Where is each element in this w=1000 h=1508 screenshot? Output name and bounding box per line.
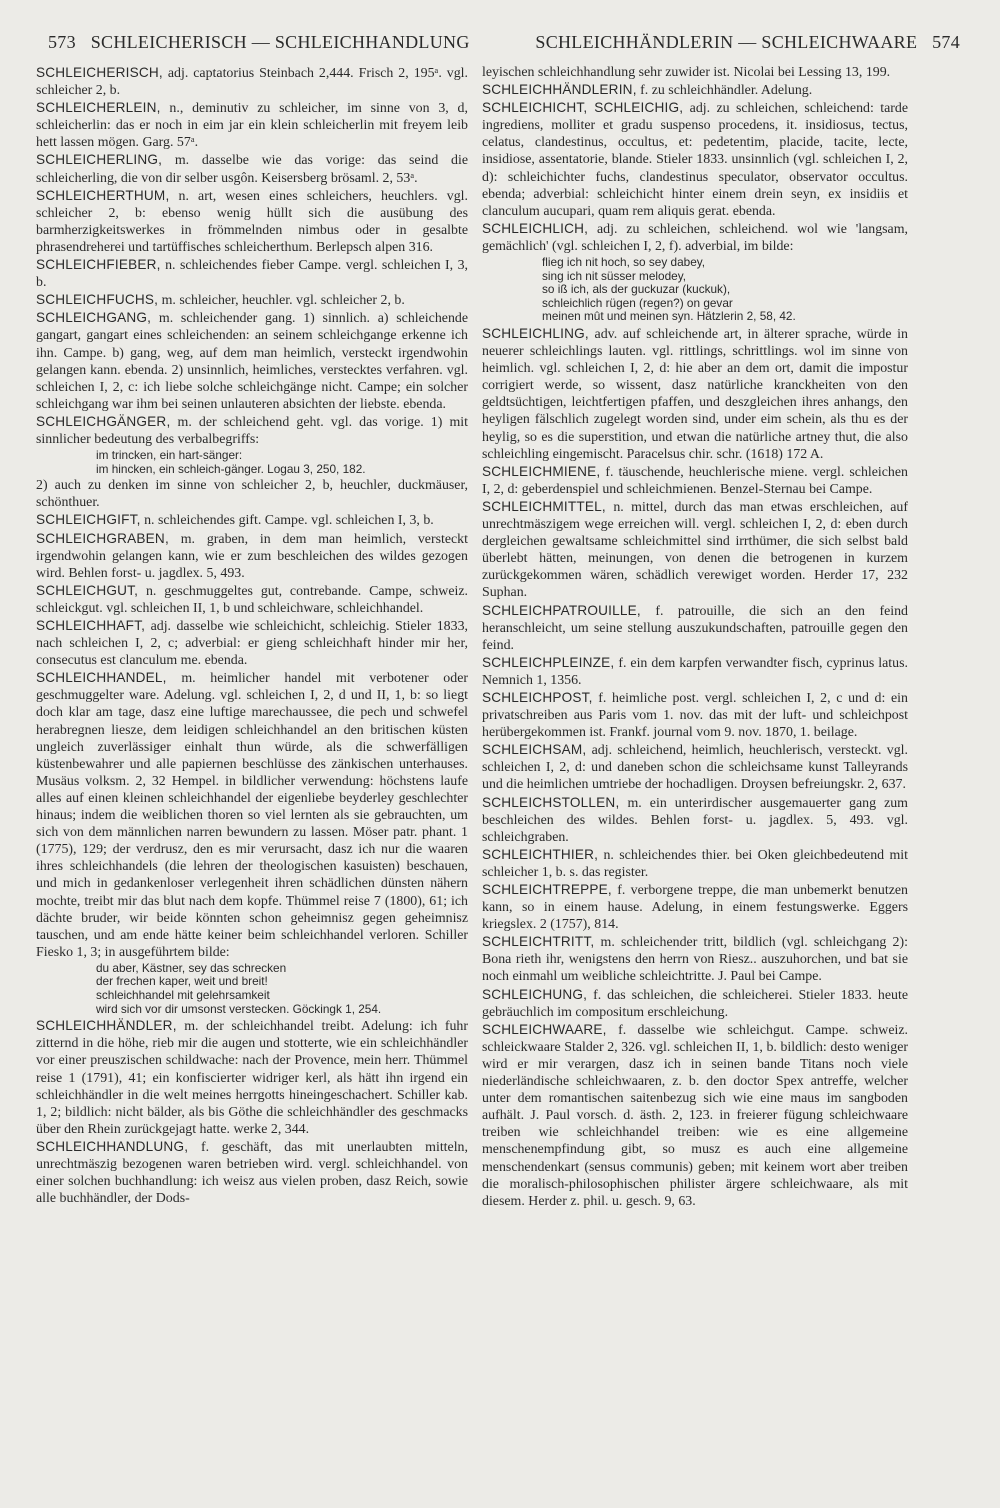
right-page-number: 574 (932, 32, 960, 52)
entry-headword: SCHLEICHUNG, (482, 986, 588, 1002)
dictionary-entry (482, 933, 908, 985)
verse-line: wird sich vor dir umsonst verstecken. Göckingk 1, 254. (96, 1001, 382, 1016)
verse-quotation (96, 962, 468, 1016)
entry-headword: SCHLEICHFUCHS, (36, 292, 159, 308)
verse-line: flieg ich nit hoch, so sey dabey, (542, 255, 706, 270)
verse-line: so iß ich, als der guckuzar (kuckuk), (542, 282, 731, 297)
entry-headword: SCHLEICHTRITT, (482, 934, 595, 950)
entry-headword: SCHLEICHHANDLUNG, (36, 1138, 189, 1154)
dictionary-entry (482, 794, 908, 846)
verse-line: der frechen kaper, weit und breit! (96, 974, 268, 989)
entry-headword: SCHLEICHPATROUILLE, (482, 602, 641, 618)
entry-text: f. patrouille, die sich an den feind heranschleicht, um seine stellung auszukundschaften, patrouille gegen den feind. (482, 603, 908, 653)
entry-headword: SCHLEICHGANG, (36, 310, 152, 326)
entry-headword: SCHLEICHTREPPE, (482, 882, 612, 897)
dictionary-entry (36, 530, 468, 582)
entry-text: m. der schleichend geht. vgl. das vorige. 1) mit sinnlicher bedeutung des verbalbegriffs: (36, 414, 468, 447)
entry-headword: SCHLEICHERLING, (36, 152, 163, 168)
entry-text: m. der schleichhandel treibt. Adelung: ich fuhr zitternd in die höhe, rieb mir die augen und stotterte, wie ein schleichhändler vor einer preuszischen schildwache: nach der Provence, mein herr. Thümmel reise 1 (1791), 41; ein konfiscierter widriger kerl, als hätt ihn irgend ein schleichhändler in die welt meines herrgotts hineingeschachert. Schiller kab. 1, 2; bildlich: nicht bälder, als bis Göthe die schleichhändler des geschmacks über den Rhein zurückgejagt hatte. werke 2, 344. (36, 1019, 468, 1137)
dictionary-entry (36, 309, 468, 413)
dictionary-entry (482, 220, 908, 255)
dictionary-entry (482, 654, 908, 689)
entry-text: m. heimlicher handel mit verbotener oder geschmuggelter ware. Adelung. vgl. schleichen I, 2, d und II, 1, b: so liegt doch klar am tage, dasz eine luftige marechaussee, die pech und schwefel herabregnen liesze, dem leidigen schleichhandel an den britischen küsten ungleich zuverlässiger einhalt thun würde, als die schwerfälligen küstenbewahrer und alle papiernen beschlüsse des zänkischen unterhauses. Musäus volksm. 2, 32 Hempel. in bildlicher verwendung: höchstens laufe alles auf einen kleinen schleichhandel der eigenliebe beyderley geschlechter hinaus; indem die weiblichen thoren so viel lernten als sie gebrauchten, um sich von dem männlichen narren bewundern zu lassen. Möser patr. phant. 1 (1775), 129; der verdrusz, den es mir verursacht, dasz ich nur die waaren ihres schleichhandels (die lehren der theologischen kasuisten) beschauen, und mich in gedankenloser verlegenheit ihren schädlichen dünsten nähern mochte, treibt mir das blut nach dem kopfe. Thümmel reise 7 (1800), 61; ich dächte bruder, wir beide könnten schon geheimnisz gegen geheimnisz tauschen, und am ende hätte keiner beim schleichhandel verloren. Schiller Fiesko 1, 3; in ausgeführtem bilde: (36, 671, 468, 960)
dictionary-entry (482, 463, 908, 498)
entry-text: m. graben, in dem man heimlich, versteckt irgendwohin gelangen kann, wie er zum beschleichen des wildes gezogen wird. Behlen forst- u. jagdlex. 5, 493. (36, 531, 468, 581)
verse-line: du aber, Kästner, sey das schrecken (96, 960, 287, 975)
dictionary-entry (482, 498, 908, 602)
entry-text: f. verborgene treppe, die man unbemerkt benutzen kann, so in einem hause. Adelung, in einem festungswerke. Eggers kriegslex. 2 (1757), 814. (482, 883, 908, 933)
verse-quotation (542, 256, 908, 324)
dictionary-entry (482, 881, 908, 933)
entry-headword: SCHLEICHLICH, (482, 220, 589, 236)
entry-headword: SCHLEICHHÄNDLER, (36, 1018, 177, 1034)
dictionary-entry (36, 187, 468, 256)
dictionary-entry (36, 1138, 468, 1207)
entry-text: f. heimliche post. vergl. schleichen I, 2, c und d: ein privatschreiben aus Paris vom 1. nov. das mit der luft- und schleichpost herübergekommen ist. Frankf. journal vom 9. nov. 1870, 1. beilage. (482, 690, 908, 741)
entry-headword: SCHLEICHERLEIN, (36, 100, 161, 116)
entry-headword: SCHLEICHHÄNDLERIN, (482, 82, 637, 98)
dictionary-entry (36, 511, 468, 529)
header-right (535, 32, 970, 53)
dictionary-entry (482, 986, 908, 1021)
dictionary-entry (482, 99, 908, 220)
entry-headword: SCHLEICHERISCH, (36, 65, 163, 80)
entry-headword: SCHLEICHGUT, (36, 582, 139, 598)
entry-headword: SCHLEICHLING, (482, 326, 589, 341)
entry-text: adj. captatorius Steinbach 2,444. Frisch 2, 195ᵃ. vgl. schleicher 2, b. (36, 66, 468, 99)
entry-headword: SCHLEICHMIENE, (482, 463, 601, 479)
left-column (36, 64, 468, 1207)
right-column (482, 64, 908, 1210)
entry-text: f. zu schleichhändler. Adelung. (640, 83, 813, 99)
entry-text: n. mittel, durch das man etwas erschleichen, auf unrechtmäszigem wege erreichen will. vergl. schleichen I, 2, d: eben durch dergleichen gewaltsame schleichmittel sind irrthümer, die sich selbst bald überlebt hätten, meinungen, von denen die betrogenen in kurzem zurückgekommen wären, schädlich verewiget worden. Herder 17, 232 Suphan. (482, 499, 908, 601)
entry-headword: SCHLEICHICHT, SCHLEICHIG, (482, 100, 684, 116)
entry-text: adj. schleichend, heimlich, heuchlerisch, versteckt. vgl. schleichen I, 2, d: und daneben schon die schleichsame kunst Talleyrands und die heimlichen umtriebe der hochadligen. Droysen befreiungskr. 2, 637. (482, 743, 908, 793)
entry-headword: SCHLEICHSAM, (482, 742, 587, 758)
dictionary-entry (36, 64, 468, 99)
dictionary-entry (36, 1017, 468, 1138)
entry-text: adj. zu schleichen, schleichend: tarde ingrediens, molliter et gradu suspenso procedens, it. insidiosus, tectus, celatus, clandestinus, occultus, et: pedetentim, placide, tacite, lecte, insidiose, assentatorie, blande. Stieler 1833. unsinnlich (vgl. schleichen I, 2, d): schleichichter fuchs, clandestinus speculator, observator occultus. ebenda; adverbial: schleichicht hinter einem drein seyn, ex insidiis et clanculum aucupari, quam rem aliquis gerat. ebenda. (482, 101, 908, 219)
dictionary-entry (482, 689, 908, 741)
dictionary-entry (36, 99, 468, 151)
entry-text: f. das schleichen, die schleicherei. Stieler 1833. heute gebräuchlich im compositum erschleichung. (482, 987, 908, 1020)
entry-headword: SCHLEICHPOST, (482, 689, 593, 705)
dictionary-entry (36, 669, 468, 961)
dictionary-entry (482, 602, 908, 654)
entry-headword: SCHLEICHGIFT, (36, 512, 141, 528)
verse-line: im trincken, ein hart-sänger: (96, 448, 243, 463)
verse-quotation (96, 449, 468, 476)
entry-text: n. schleichendes thier. bei Oken gleichbedeutend mit schleicher 1, b. s. das register. (482, 847, 908, 880)
entry-text: n. schleichendes gift. Campe. vgl. schleichen I, 3, b. (144, 513, 434, 529)
entry-headword: SCHLEICHERTHUM, (36, 187, 170, 203)
dictionary-entry (36, 617, 468, 669)
entry-text: n. schleichendes fieber Campe. vergl. schleichen I, 3, b. (36, 258, 468, 291)
entry-text: n., deminutiv zu schleicher, im sinne von 3, d, schleicherlin: das er noch in eim jar ein klein schleicherlin mit freyem leib hett lassen mögen. Garg. 57ᵃ. (36, 101, 468, 151)
entry-headword: SCHLEICHTHIER, (482, 846, 599, 862)
entry-headword: SCHLEICHGÄNGER, (36, 413, 171, 429)
entry-text: leyischen schleichhandlung sehr zuwider ist. Nicolai bei Lessing 13, 199. (482, 65, 891, 80)
right-running-title: SCHLEICHHÄNDLERIN — SCHLEICHWAARE (535, 32, 918, 52)
dictionary-entry (482, 64, 908, 81)
entry-text: m. schleicher, heuchler. vgl. schleicher 2, b. (161, 293, 405, 309)
verse-line: meinen mût und meinen syn. Hätzlerin 2, 58, 42. (542, 309, 796, 324)
entry-continuation: 2) auch zu denken im sinne von schleicher 2, b, heuchler, duckmäuser, schönthuer. (36, 478, 468, 511)
entry-text: f. dasselbe wie schleichgut. Campe. schweiz. schleickwaare Stalder 2, 326. vgl. schleichen II, 1, b. bildlich: desto weniger wird er mir verargen, dasz ich in seinen bande Titans noch viele niederländische schleichwaaren, z. b. den doctor Spex antreffe, welcher unter dem romantischen saitenbezug sich wie eine maus im sangboden aufhält. J. Paul vorsch. d. ästh. 2, 123. in freierer fügung schleichwaare treiben wie schleichhandel treiben: wie es eine allgemeine menschenempfindung gibt, so musz es auch eine allgemeine menschendenkart (sensus communis) geben; mit keinem wort aber treiben die moralisch-philosophischen philister ärgere schleichwaare, als mit diesem. Herder z. phil. u. gesch. 9, 63. (482, 1022, 908, 1209)
entry-headword: SCHLEICHFIEBER, (36, 257, 161, 273)
entry-text: adj. dasselbe wie schleichicht, schleichig. Stieler 1833, nach schleichen I, 2, c; adverbial: er gieng schleichhaft hinder mir her, consecutus est clanculum me. ebenda. (36, 619, 468, 669)
dictionary-entry (36, 582, 468, 617)
dictionary-entry (36, 291, 468, 309)
dictionary-entry (36, 151, 468, 186)
entry-text: m. schleichender tritt, bildlich (vgl. schleichgang 2): Bona rieth ihr, wenigstens den herrn von Riesz.. auszuhorchen, und bat sie noch einmahl um weibliche schleichtritte. J. Paul bei Campe. (482, 935, 908, 985)
dictionary-entry (482, 325, 908, 463)
dictionary-entry (482, 846, 908, 881)
entry-headword: SCHLEICHMITTEL, (482, 498, 606, 514)
entry-headword: SCHLEICHHANDEL, (36, 670, 167, 686)
left-page-number: 573 (48, 32, 76, 52)
dictionary-entry (36, 256, 468, 291)
entry-text: f. geschäft, das mit unerlaubten mitteln, unrechtmäszig bezogenen waren betrieben wird. vergl. schleichhandel. von einer solchen buchhandlung: ich weisz aus vielen proben, dasz Reich, sowie alle buchhändler, der Dods- (36, 1139, 468, 1207)
entry-text: m. schleichender gang. 1) sinnlich. a) schleichende gangart, gangart eines schleichenden: an seinem schleichgange erkenne ich ihn. Campe. b) gang, weg, auf dem man heimlich, versteckt irgendwohin gelangen kann. ebenda. 2) unsinnlich, heimliches, verstecktes verfahren. vgl. schleichen I, 2, c: ich liebe solche schleichgänge nicht. Campe; ein solcher schleichgang war ihm bei seinen unlauteren absichten der liebste. ebenda. (36, 311, 468, 412)
entry-text: adv. auf schleichende art, in älterer sprache, würde in neuerer schleichlings lauten. vgl. rittlings, schrittlings. wol im sinne von heimlich. vgl. schleichen I, 2, d: hie aber an dem ort, damit die impostur corrigiert werde, so wissent, dasz natürliche kranckheiten von den geldtsüchtigen, leichtfertigen pfaffen, und deszgleichen ihres anhangs, den heyligen fälschlich zugelegt worden sind, under eim schein, als thu es der heylig, so es die superstition, und etwan die natürliche artney thut, die also schleichling eingemischt. Paracelsus chir. schr. (1618) 172 A. (482, 327, 908, 462)
page-header (38, 32, 970, 56)
entry-headword: SCHLEICHPLEINZE, (482, 654, 615, 670)
verse-line: schleichlich rügen (regen?) on gevar (542, 295, 733, 310)
entry-text: n. art, wesen eines schleichers, heuchlers. vgl. schleicher 2, b: ebenso wenig hüllt sich die ausübung des barmherzigkeitswerkes in frömmelnden nimbus oder in gesalbte phrasendreherei und tartüffisches schleicherthum. Berlepsch alpen 316. (36, 188, 468, 255)
entry-text: f. ein dem karpfen verwandter fisch, cyprinus latus. Nemnich 1, 1356. (482, 655, 908, 688)
entry-headword: SCHLEICHHAFT, (36, 618, 146, 633)
dictionary-entry (482, 81, 908, 99)
left-running-title: SCHLEICHERISCH — SCHLEICHHANDLUNG (90, 32, 470, 52)
entry-text: f. täuschende, heuchlerische miene. vergl. schleichen I, 2, d: geberdenspiel und schleichmienen. Benzel-Sternau bei Campe. (482, 464, 908, 497)
verse-line: im hincken, ein schleich-gänger. Logau 3, 250, 182. (96, 461, 366, 476)
dictionary-entry (482, 1021, 908, 1210)
verse-line: schleichhandel mit gelehrsamkeit (96, 988, 270, 1003)
dictionary-entry (36, 413, 468, 448)
entry-headword: SCHLEICHSTOLLEN, (482, 794, 620, 810)
entry-text: adj. zu schleichen, schleichend. wol wie 'langsam, gemächlich' (vgl. schleichen I, 2, f). adverbial, im bilde: (482, 221, 908, 254)
header-left (38, 32, 470, 53)
entry-text: m. ein unterirdischer ausgemauerter gang zum beschleichen des wildes. Behlen forst- u. jagdlex. 5, 493. vgl. schleichgraben. (482, 795, 908, 845)
entry-text: n. geschmuggeltes gut, contrebande. Campe, schweiz. schleickgut. vgl. schleichen II, 1, b und schleichware, schleichhandel. (36, 583, 468, 616)
dictionary-entry (482, 741, 908, 793)
verse-line: sing ich nit süsser melodey, (542, 268, 687, 283)
entry-text: m. dasselbe wie das vorige: das seind die schleicherling, die von dir selber usgôn. Keisersberg brösaml. 2, 53ᵃ. (36, 153, 468, 186)
entry-headword: SCHLEICHWAARE, (482, 1021, 607, 1037)
entry-headword: SCHLEICHGRABEN, (36, 530, 169, 546)
